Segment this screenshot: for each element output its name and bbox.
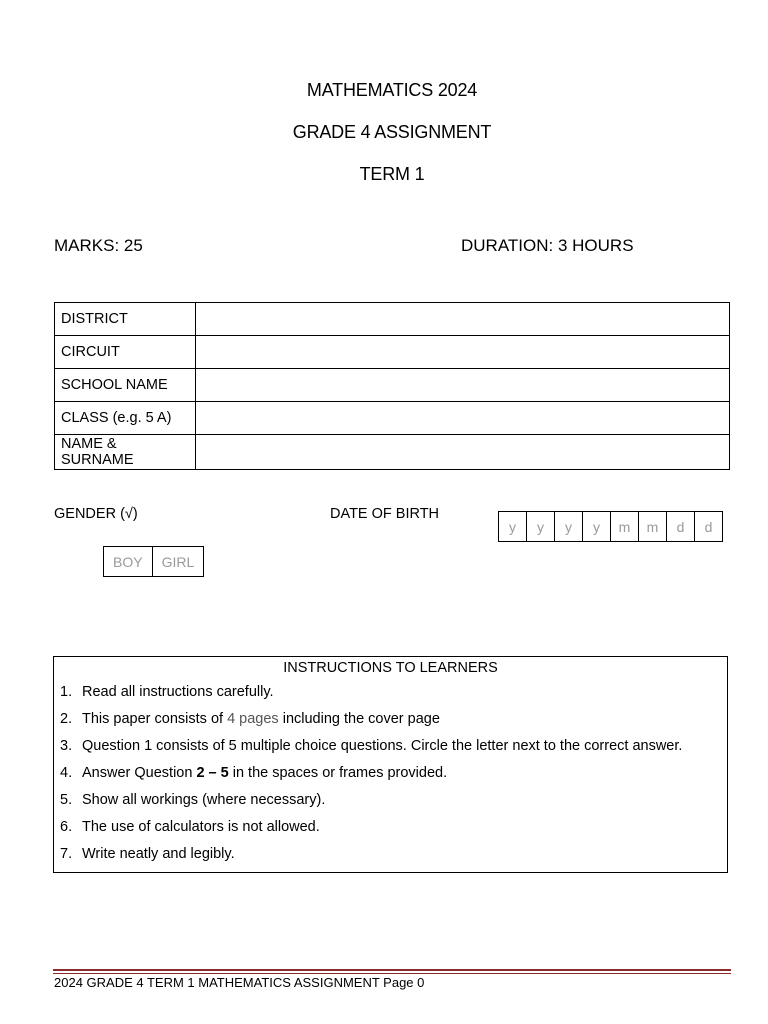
dob-year-box[interactable]: y [555,512,583,542]
document-title: MATHEMATICS 2024 [306,80,478,100]
circuit-field[interactable] [196,336,730,369]
name-surname-label [55,435,196,470]
item-text: The use of calculators is not allowed. [82,819,320,835]
item-text: Write neatly and legibly. [82,846,235,862]
document-subtitle: GRADE 4 ASSIGNMENT [292,122,492,142]
list-item [54,843,727,870]
list-item [54,789,727,816]
marks-label: MARKS: 25 [54,236,143,255]
item-text: This paper consists of [82,711,228,727]
gender-options [103,546,204,577]
dob-month-box[interactable]: m [611,512,639,542]
table-row [55,369,730,402]
gender-label: GENDER (√) [54,506,138,522]
duration-label: DURATION: 3 HOURS [461,236,634,255]
date-of-birth-boxes [498,511,723,542]
class-field[interactable] [196,402,730,435]
page-count-text: 4 pages [227,711,279,727]
item-text: Question 1 consists of 5 multiple choice questions. Circle the letter next to the correct answer. [82,738,683,754]
dob-month-box[interactable]: m [639,512,667,542]
item-text: Answer Question [82,765,197,781]
name-label-line1: NAME & [61,436,117,452]
learner-info-table [54,302,730,470]
item-number: 2. [60,711,73,727]
instructions-box [53,656,728,873]
document-term: TERM 1 [359,164,425,184]
item-number: 1. [60,684,73,700]
item-number: 3. [60,738,73,754]
circuit-label: CIRCUIT [55,336,196,369]
name-surname-field[interactable] [196,435,730,470]
item-number: 4. [60,765,73,781]
item-text: including the cover page [278,711,440,727]
list-item [54,762,727,789]
district-label: DISTRICT [55,303,196,336]
table-row [55,336,730,369]
class-label: CLASS (e.g. 5 A) [55,402,196,435]
table-row [55,303,730,336]
list-item [54,735,727,762]
instructions-heading: INSTRUCTIONS TO LEARNERS [283,660,498,676]
table-row [55,435,730,470]
item-text: Show all workings (where necessary). [82,792,326,808]
item-number: 5. [60,792,73,808]
question-range-text: 2 – 5 [196,765,229,781]
name-label-line2: SURNAME [61,452,134,468]
table-row [55,402,730,435]
item-number: 7. [60,846,73,862]
gender-girl-box[interactable]: GIRL [152,547,204,577]
dob-year-box[interactable]: y [583,512,611,542]
district-field[interactable] [196,303,730,336]
school-name-label: SCHOOL NAME [55,369,196,402]
list-item [54,708,727,735]
item-text: in the spaces or frames provided. [228,765,448,781]
page-footer: 2024 GRADE 4 TERM 1 MATHEMATICS ASSIGNMENT Page 0 [54,975,425,990]
dob-day-box[interactable]: d [667,512,695,542]
list-item [54,816,727,843]
dob-year-box[interactable]: y [499,512,527,542]
gender-boy-box[interactable]: BOY [104,547,153,577]
footer-rule-thick [53,969,731,971]
dob-year-box[interactable]: y [527,512,555,542]
list-item [54,681,727,708]
school-name-field[interactable] [196,369,730,402]
dob-day-box[interactable]: d [695,512,723,542]
instructions-list [54,681,727,870]
footer-rule-thin [53,973,731,974]
date-of-birth-label: DATE OF BIRTH [330,506,440,522]
item-number: 6. [60,819,73,835]
item-text: Read all instructions carefully. [82,684,274,700]
